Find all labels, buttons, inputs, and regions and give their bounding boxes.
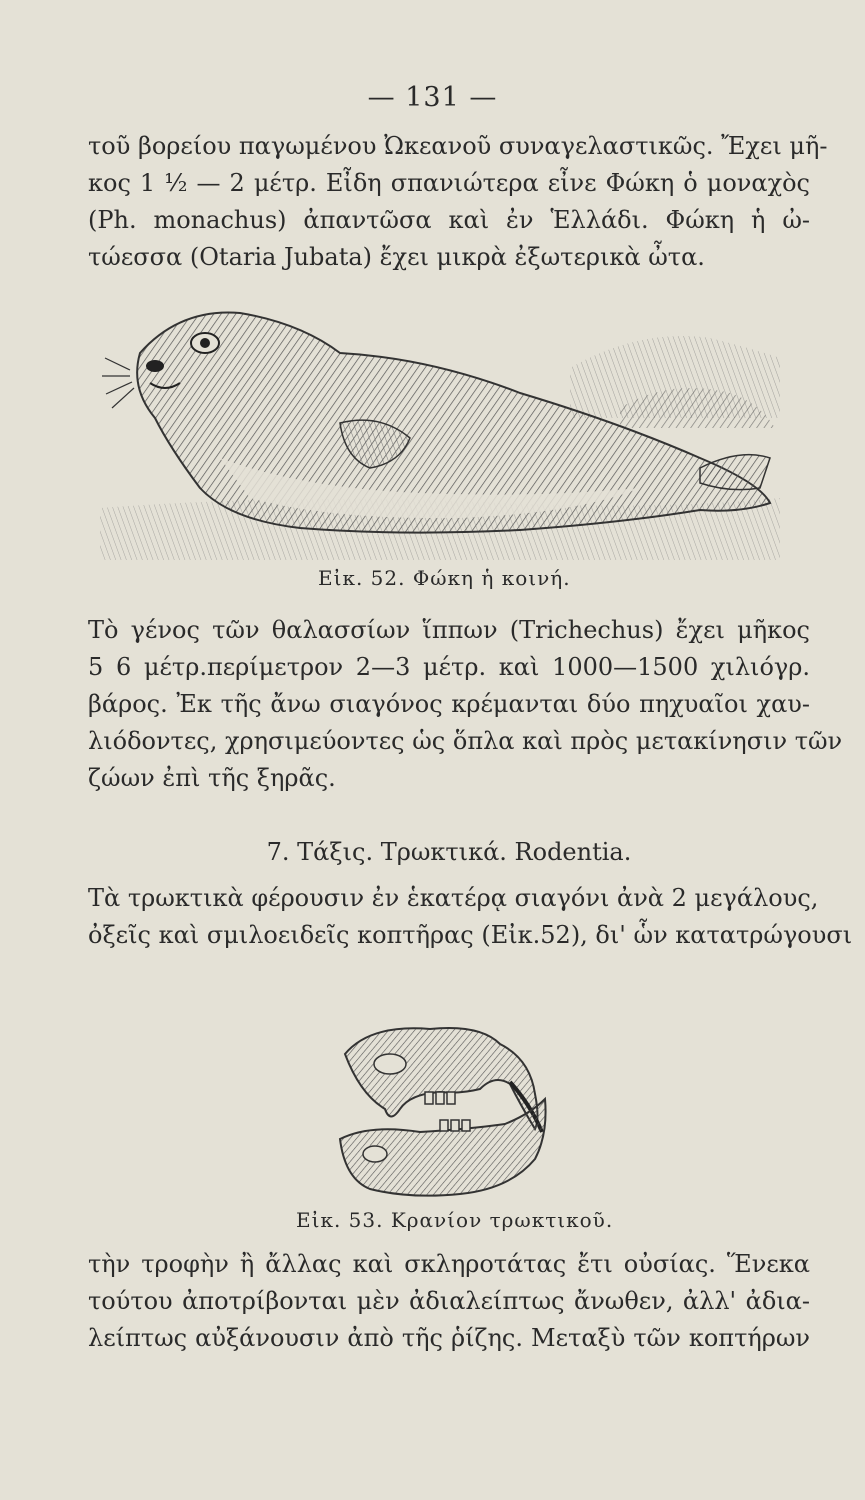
seal-illustration [100, 298, 780, 560]
page-number: — 131 — [367, 82, 498, 113]
paragraph-seals [88, 128, 828, 276]
text-line: ὀξεῖς καὶ σμιλοειδεῖς κοπτῆρας (Εἰκ.52), δι' ὧν κατατρώγουσι [88, 921, 853, 949]
text-line: βάρος. Ἐκ τῆς ἄνω σιαγόνος κρέμανται δύο πηχυαῖοι χαυ- [88, 690, 810, 718]
text-line: (Ph. monachus) ἀπαντῶσα καὶ ἐν Ἑλλάδι. Φώκη ἡ ὠ- [88, 206, 810, 234]
paragraph-rodents [88, 880, 853, 954]
text-line: κος 1 ½ — 2 μέτρ. Εἶδη σπανιώτερα εἶνε Φώκη ὁ μοναχὸς [88, 169, 810, 197]
section-heading-container [88, 834, 810, 871]
text-line: τοῦ βορείου παγωμένου Ὠκεανοῦ συναγελαστικῶς. Ἔχει μῆ- [88, 132, 828, 160]
text-line: λείπτως αὐξάνουσιν ἀπὸ τῆς ῥίζης. Μεταξὺ τῶν κοπτήρων [88, 1324, 810, 1352]
text-line: τώεσσα (Otaria Jubata) ἔχει μικρὰ ἐξωτερικὰ ὦτα. [88, 243, 705, 271]
text-line: Τὰ τρωκτικὰ φέρουσιν ἐν ἑκατέρᾳ σιαγόνι ἀνὰ 2 μεγάλους, [88, 884, 819, 912]
text-line: Τὸ γένος τῶν θαλασσίων ἵππων (Trichechus) ἔχει μῆκος [88, 616, 810, 644]
text-line: τούτου ἀποτρίβονται μὲν ἀδιαλείπτως ἄνωθεν, ἀλλ' ἀδια- [88, 1287, 810, 1315]
section-heading: 7. Τάξις. Τρωκτικά. Rodentia. [266, 838, 632, 866]
text-line: 5 6 μέτρ.περίμετρον 2—3 μέτρ. καὶ 1000—1500 χιλιόγρ. [88, 653, 810, 681]
text-line: τὴν τροφὴν ἢ ἄλλας καὶ σκληροτάτας ἔτι οὐσίας. Ἕνεκα [88, 1250, 810, 1278]
paragraph-rodents-continued [88, 1246, 810, 1357]
figure-52-caption: Εἰκ. 52. Φώκη ἡ κοινή. [318, 566, 571, 590]
rodent-skull-illustration [330, 1014, 560, 1214]
text-line: ζώων ἐπὶ τῆς ξηρᾶς. [88, 764, 336, 792]
text-line: λιόδοντες, χρησιμεύοντες ὡς ὅπλα καὶ πρὸς μετακίνησιν τῶν [88, 727, 843, 755]
paragraph-walrus [88, 612, 843, 797]
figure-53-caption: Εἰκ. 53. Κρανίον τρωκτικοῦ. [296, 1208, 614, 1232]
